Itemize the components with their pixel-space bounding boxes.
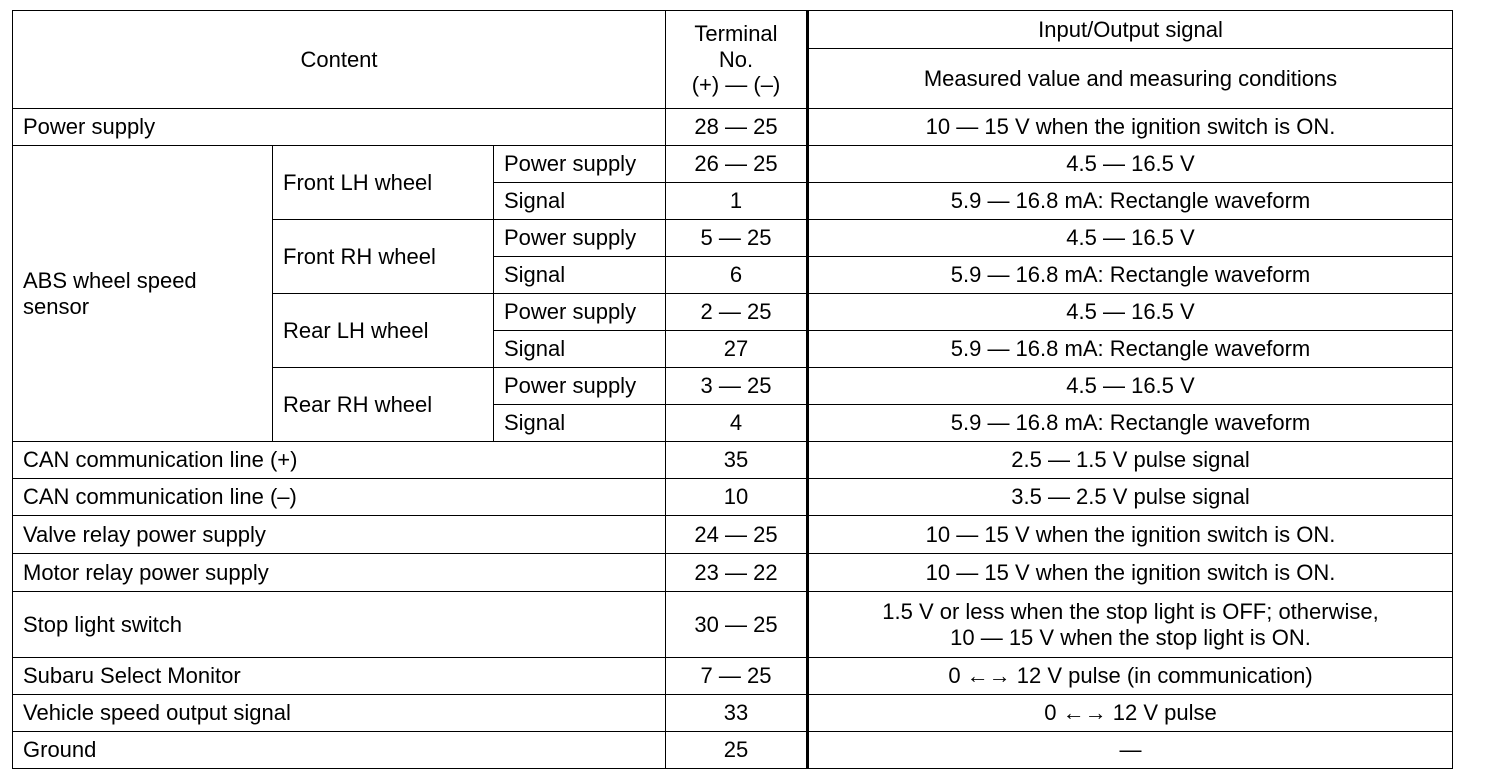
table-row: [13, 732, 1453, 769]
row-terminal: 4: [666, 405, 808, 442]
row-label: CAN communication line (+): [13, 442, 666, 479]
table-row: [13, 479, 1453, 516]
row-value-line1: 1.5 V or less when the stop light is OFF; otherwise,: [882, 598, 1379, 624]
row-value: [808, 592, 1453, 658]
row-label: Valve relay power supply: [13, 516, 666, 554]
abs-sensor-label-line2: sensor: [23, 293, 90, 319]
row-value: 10 — 15 V when the ignition switch is ON.: [808, 109, 1453, 146]
row-label: Stop light switch: [13, 592, 666, 658]
abs-sensor-label-line1: ABS wheel speed: [23, 267, 197, 293]
row-value: 5.9 — 16.8 mA: Rectangle waveform: [808, 257, 1453, 294]
row-label: Motor relay power supply: [13, 554, 666, 592]
row-value: 4.5 — 16.5 V: [808, 368, 1453, 405]
row-value: 10 — 15 V when the ignition switch is ON.: [808, 554, 1453, 592]
table-row: [13, 554, 1453, 592]
table-row: [13, 516, 1453, 554]
table-row: [13, 658, 1453, 695]
row-value: 4.5 — 16.5 V: [808, 294, 1453, 331]
sub-label: Power supply: [494, 368, 666, 405]
row-terminal: 26 — 25: [666, 146, 808, 183]
header-terminal-line1: Terminal: [694, 20, 778, 46]
row-value: 0 ←→ 12 V pulse: [808, 695, 1453, 732]
row-label: Power supply: [13, 109, 666, 146]
row-terminal: 25: [666, 732, 808, 769]
row-value: 5.9 — 16.8 mA: Rectangle waveform: [808, 331, 1453, 368]
wheel-label: Front LH wheel: [273, 146, 494, 220]
row-terminal: 23 — 22: [666, 554, 808, 592]
sub-label: Power supply: [494, 220, 666, 257]
table-row: [13, 695, 1453, 732]
header-row-1: [13, 11, 1453, 49]
row-value: 5.9 — 16.8 mA: Rectangle waveform: [808, 405, 1453, 442]
row-label: Ground: [13, 732, 666, 769]
row-value-line2: 10 — 15 V when the stop light is ON.: [950, 624, 1311, 650]
row-terminal: 35: [666, 442, 808, 479]
header-terminal-line2: No.: [718, 46, 754, 72]
row-terminal: 30 — 25: [666, 592, 808, 658]
row-terminal: 24 — 25: [666, 516, 808, 554]
row-terminal: 1: [666, 183, 808, 220]
row-label: Subaru Select Monitor: [13, 658, 666, 695]
table-row: [13, 146, 1453, 183]
header-terminal: [666, 11, 808, 109]
row-value: 2.5 — 1.5 V pulse signal: [808, 442, 1453, 479]
row-value: 5.9 — 16.8 mA: Rectangle waveform: [808, 183, 1453, 220]
row-label: Vehicle speed output signal: [13, 695, 666, 732]
row-value: 10 — 15 V when the ignition switch is ON.: [808, 516, 1453, 554]
header-content: Content: [13, 11, 666, 109]
wheel-label: Rear RH wheel: [273, 368, 494, 442]
sub-label: Power supply: [494, 146, 666, 183]
row-terminal: 27: [666, 331, 808, 368]
row-label: CAN communication line (–): [13, 479, 666, 516]
wheel-label: Rear LH wheel: [273, 294, 494, 368]
row-terminal: 10: [666, 479, 808, 516]
sub-label: Power supply: [494, 294, 666, 331]
table-row: [13, 442, 1453, 479]
table-row: [13, 592, 1453, 658]
row-terminal: 7 — 25: [666, 658, 808, 695]
table-row: [13, 109, 1453, 146]
row-value: 3.5 — 2.5 V pulse signal: [808, 479, 1453, 516]
header-terminal-line3: (+) — (–): [691, 72, 781, 98]
row-terminal: 28 — 25: [666, 109, 808, 146]
sub-label: Signal: [494, 331, 666, 368]
sub-label: Signal: [494, 183, 666, 220]
row-value: —: [808, 732, 1453, 769]
row-value: 0 ←→ 12 V pulse (in communication): [808, 658, 1453, 695]
row-value: 4.5 — 16.5 V: [808, 146, 1453, 183]
sub-label: Signal: [494, 405, 666, 442]
sub-label: Signal: [494, 257, 666, 294]
wheel-label: Front RH wheel: [273, 220, 494, 294]
terminal-spec-table: [12, 10, 1453, 769]
header-measured: Measured value and measuring conditions: [808, 49, 1453, 109]
row-value: 4.5 — 16.5 V: [808, 220, 1453, 257]
row-terminal: 6: [666, 257, 808, 294]
header-io-signal: Input/Output signal: [808, 11, 1453, 49]
row-terminal: 3 — 25: [666, 368, 808, 405]
row-terminal: 5 — 25: [666, 220, 808, 257]
row-terminal: 33: [666, 695, 808, 732]
abs-sensor-label: [13, 146, 273, 442]
row-terminal: 2 — 25: [666, 294, 808, 331]
